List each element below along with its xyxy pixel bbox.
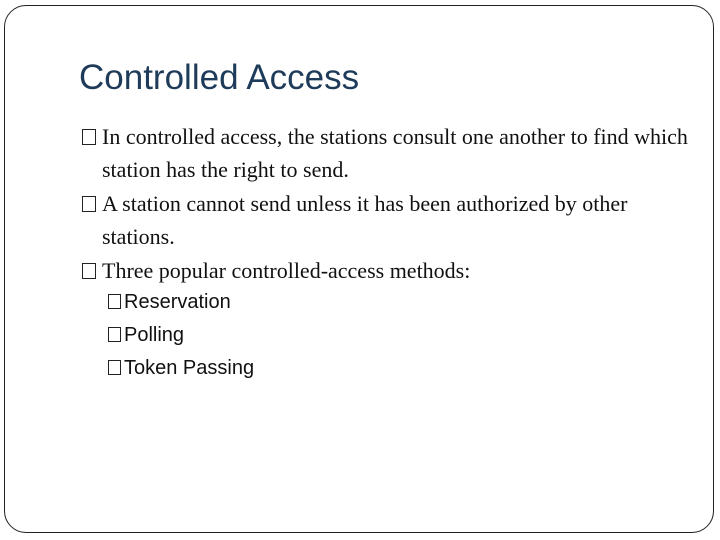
bullet-item bbox=[82, 187, 702, 253]
sub-bullet-item bbox=[108, 319, 184, 352]
bullet-box-icon bbox=[82, 196, 96, 212]
bullet-box-icon bbox=[108, 360, 121, 375]
bullet-item bbox=[82, 254, 702, 287]
bullet-box-icon bbox=[108, 327, 121, 342]
sub-bullet-item bbox=[108, 286, 231, 319]
bullet-box-icon bbox=[82, 263, 96, 279]
sub-bullet-text: Reservation bbox=[124, 291, 231, 313]
sub-bullet-text: Polling bbox=[124, 324, 185, 346]
bullet-text: In controlled access, the stations consult one another to find which station has the right to send. bbox=[102, 124, 688, 182]
bullet-text: Three popular controlled-access methods: bbox=[102, 258, 471, 283]
bullet-box-icon bbox=[82, 129, 96, 145]
sub-bullet-text: Token Passing bbox=[124, 357, 255, 379]
sub-bullet-item bbox=[108, 352, 254, 385]
bullet-text: A station cannot send unless it has been authorized by other stations. bbox=[102, 191, 628, 249]
slide-title: Controlled Access bbox=[79, 58, 360, 97]
bullet-item bbox=[82, 120, 702, 186]
bullet-box-icon bbox=[108, 294, 121, 309]
